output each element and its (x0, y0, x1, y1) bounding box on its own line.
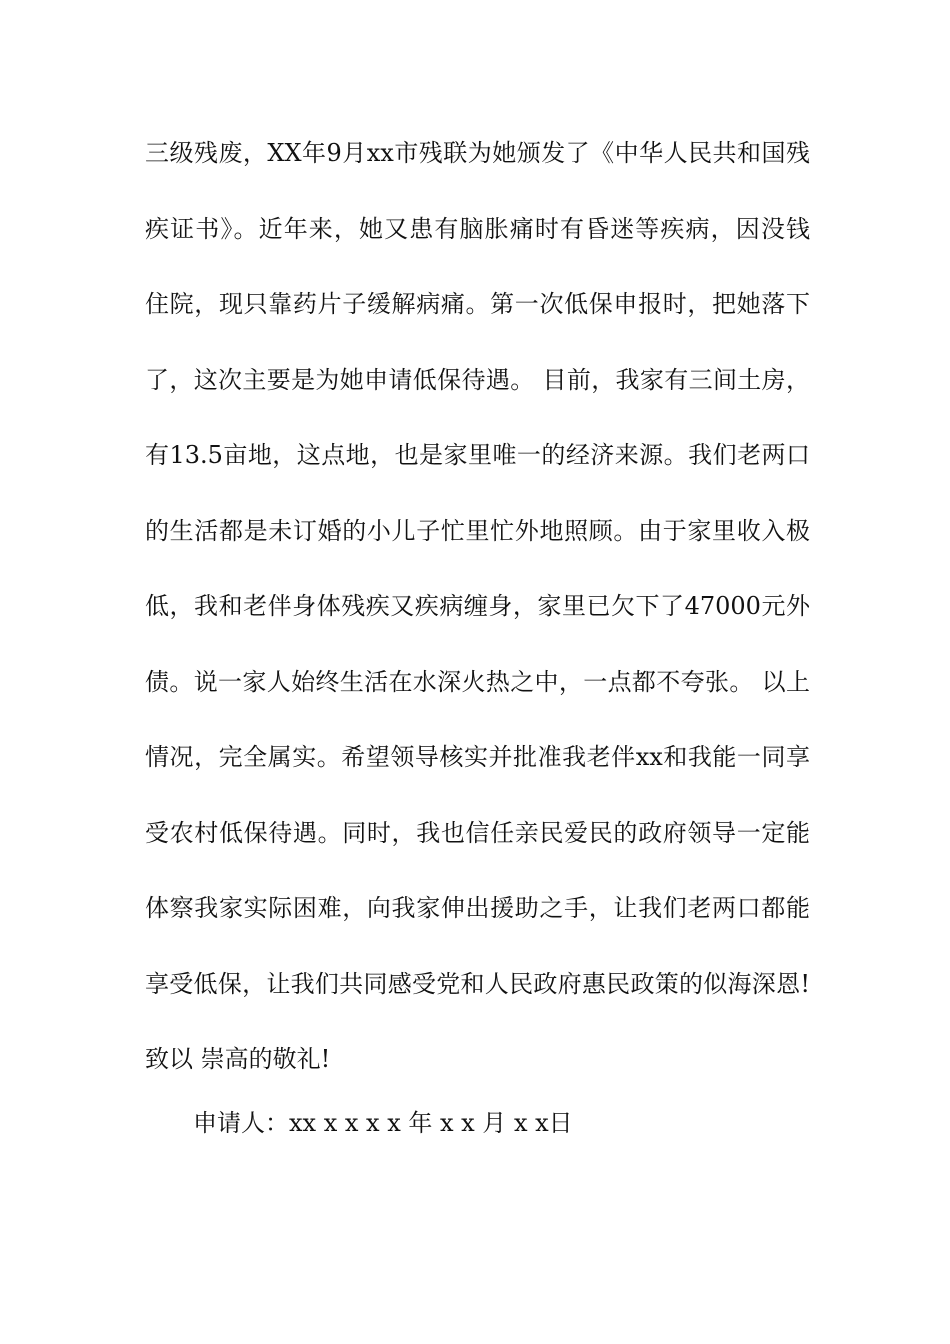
text-line: 的生活都是未订婚的小儿子忙里忙外地照顾。由于家里收入极 (145, 516, 810, 545)
letter-body (145, 131, 810, 1113)
text-line: 体察我家实际困难，向我家伸出援助之手，让我们老两口都能 (145, 894, 810, 922)
text-line: 低，我和老伴身体残疾又疾病缠身，家里已欠下了47000元外 (145, 592, 810, 620)
text-line: 了，这次主要是为她申请低保待遇。 目前，我家有三间土房， (145, 365, 810, 394)
text-line: 疾证书》。近年来，她又患有脑胀痛时有昏迷等疾病，因没钱 (145, 214, 810, 243)
text-line: 有13.5亩地，这点地，也是家里唯一的经济来源。我们老两口 (145, 441, 810, 469)
text-line: 债。说一家人始终生活在水深火热之中，一点都不夸张。 以上 (145, 667, 810, 696)
text-line: 受农村低保待遇。同时，我也信任亲民爱民的政府领导一定能 (145, 818, 810, 847)
text-line: 三级残废，XX年9月xx市残联为她颁发了《中华人民共和国残 (145, 139, 810, 167)
closing-salutation: 致以 崇高的敬礼! (145, 1045, 331, 1073)
text-line: 情况，完全属实。希望领导核实并批准我老伴xx和我能一同享 (145, 743, 810, 771)
text-line: 住院，现只靠药片子缓解病痛。第一次低保申报时，把她落下 (145, 290, 810, 318)
signature-line: 申请人：xx x x x x 年 x x 月 x x日 (193, 1109, 573, 1137)
text-line: 享受低保，让我们共同感受党和人民政府惠民政策的似海深恩! (145, 969, 810, 998)
